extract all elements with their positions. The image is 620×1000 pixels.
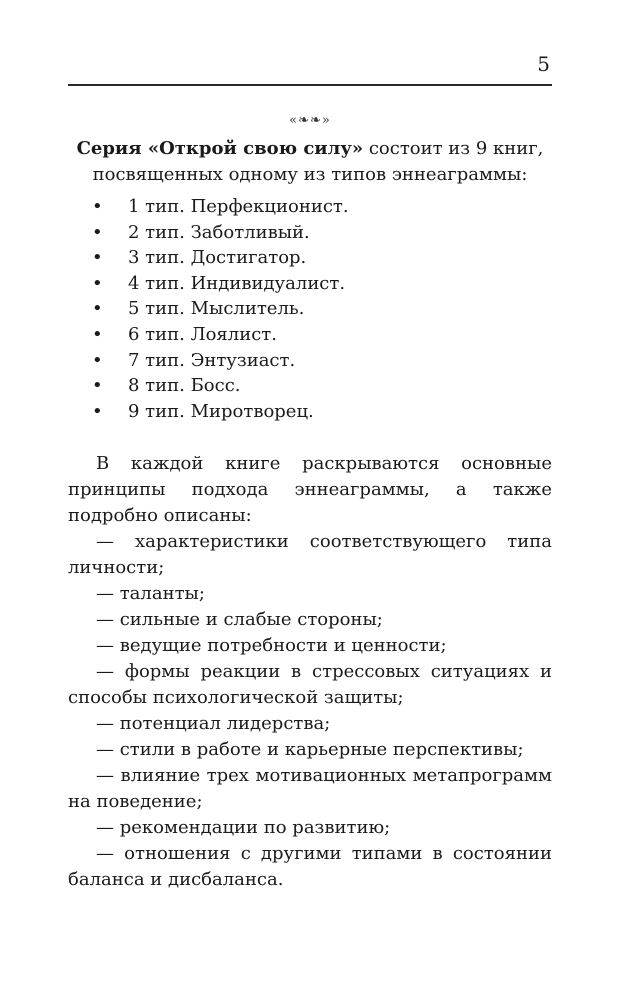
bullet-icon: • xyxy=(92,349,103,371)
list-item: • 6 тип. Лоялист. xyxy=(90,322,349,348)
list-item: • 1 тип. Перфекционист. xyxy=(90,194,349,220)
feature-item: — стили в работе и карьерные перспективы; xyxy=(96,739,524,760)
list-item: • 5 тип. Мыслитель. xyxy=(90,296,349,322)
bullet-icon: • xyxy=(92,221,103,243)
feature-item: — таланты; xyxy=(96,583,205,604)
feature-item: — формы реакции в стрессовых ситуациях и способы психологической защиты; xyxy=(68,661,552,708)
bullet-icon: • xyxy=(92,400,103,422)
feature-item: — характеристики соответствующего типа личности; xyxy=(68,531,552,578)
list-item: • 8 тип. Босс. xyxy=(90,373,349,399)
enneagram-types-list xyxy=(90,194,349,424)
list-item: • 7 тип. Энтузиаст. xyxy=(90,348,349,374)
intro-text xyxy=(68,136,552,188)
list-item: • 4 тип. Индивидуалист. xyxy=(90,271,349,297)
body-text xyxy=(68,451,552,893)
page-number: 5 xyxy=(537,52,550,76)
feature-item: — потенциал лидерства; xyxy=(96,713,331,734)
list-item: • 2 тип. Заботливый. xyxy=(90,220,349,246)
bullet-icon: • xyxy=(92,247,103,269)
bullet-icon: • xyxy=(92,323,103,345)
feature-item: — отношения с другими типами в состоянии баланса и дисбаланса. xyxy=(68,843,552,890)
intro-rest: состоит из 9 книг, посвященных одному из типов эннеаграммы: xyxy=(92,138,544,185)
bullet-icon: • xyxy=(92,375,103,397)
feature-item: — влияние трех мотивационных метапрограмм на поведение; xyxy=(68,765,552,812)
paragraph: В каждой книге раскрываются основные принципы подхода эннеаграммы, а также подробно описаны: xyxy=(68,453,552,526)
bullet-icon: • xyxy=(92,298,103,320)
series-title: Серия «Открой свою силу» xyxy=(76,138,364,159)
bullet-icon: • xyxy=(92,196,103,217)
bullet-icon: • xyxy=(92,272,103,294)
feature-item: — ведущие потребности и ценности; xyxy=(96,635,447,656)
list-item: • 3 тип. Достигатор. xyxy=(90,245,349,271)
header-rule xyxy=(68,84,552,86)
ornament-divider: «❧❧» xyxy=(289,113,331,128)
list-item: • 9 тип. Миротворец. xyxy=(90,399,349,425)
feature-item: — рекомендации по развитию; xyxy=(96,817,391,838)
feature-item: — сильные и слабые стороны; xyxy=(96,609,383,630)
